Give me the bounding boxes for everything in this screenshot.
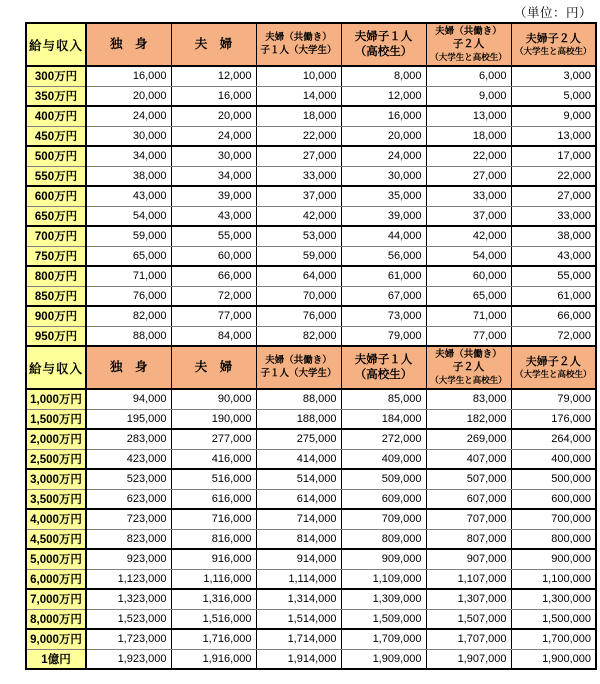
salary-label: 550万円 bbox=[26, 166, 86, 186]
value-cell: 44,000 bbox=[341, 226, 426, 246]
value-cell: 9,000 bbox=[511, 106, 596, 126]
value-cell: 6,000 bbox=[426, 66, 511, 86]
value-cell: 22,000 bbox=[511, 166, 596, 186]
value-cell: 523,000 bbox=[86, 469, 171, 489]
value-cell: 38,000 bbox=[86, 166, 171, 186]
column-header-line: 夫婦子１人 bbox=[354, 353, 413, 366]
value-cell: 16,000 bbox=[86, 66, 171, 86]
salary-label: 400万円 bbox=[26, 106, 86, 126]
value-cell: 55,000 bbox=[171, 226, 256, 246]
value-cell: 923,000 bbox=[86, 549, 171, 569]
income-column-header: 給与収入 bbox=[26, 346, 86, 389]
table-row bbox=[26, 449, 596, 469]
column-header-line: （高校生） bbox=[354, 45, 413, 58]
value-cell: 1,514,000 bbox=[256, 609, 341, 629]
column-header-line: 夫婦子２人 bbox=[525, 32, 581, 45]
value-cell: 30,000 bbox=[341, 166, 426, 186]
value-cell: 79,000 bbox=[511, 389, 596, 409]
value-cell: 24,000 bbox=[86, 106, 171, 126]
value-cell: 71,000 bbox=[426, 306, 511, 326]
table-row bbox=[26, 589, 596, 609]
value-cell: 39,000 bbox=[171, 186, 256, 206]
table-row bbox=[26, 409, 596, 429]
column-header-line: （大学生と高校生） bbox=[430, 374, 507, 385]
value-cell: 33,000 bbox=[511, 206, 596, 226]
salary-label: 800万円 bbox=[26, 266, 86, 286]
value-cell: 60,000 bbox=[171, 246, 256, 266]
value-cell: 1,114,000 bbox=[256, 569, 341, 589]
value-cell: 275,000 bbox=[256, 429, 341, 449]
value-cell: 70,000 bbox=[256, 286, 341, 306]
value-cell: 716,000 bbox=[171, 509, 256, 529]
value-cell: 1,723,000 bbox=[86, 629, 171, 649]
value-cell: 14,000 bbox=[256, 86, 341, 106]
column-header bbox=[426, 346, 511, 389]
value-cell: 907,000 bbox=[426, 549, 511, 569]
value-cell: 27,000 bbox=[426, 166, 511, 186]
salary-label: 7,000万円 bbox=[26, 589, 86, 609]
value-cell: 37,000 bbox=[426, 206, 511, 226]
value-cell: 53,000 bbox=[256, 226, 341, 246]
value-cell: 723,000 bbox=[86, 509, 171, 529]
header-row-section-2 bbox=[26, 346, 596, 389]
value-cell: 1,709,000 bbox=[341, 629, 426, 649]
value-cell: 90,000 bbox=[171, 389, 256, 409]
column-header-line: 子２人 bbox=[452, 361, 485, 374]
value-cell: 13,000 bbox=[511, 126, 596, 146]
salary-label: 750万円 bbox=[26, 246, 86, 266]
table-row bbox=[26, 186, 596, 206]
value-cell: 423,000 bbox=[86, 449, 171, 469]
table-row bbox=[26, 509, 596, 529]
value-cell: 1,507,000 bbox=[426, 609, 511, 629]
value-cell: 27,000 bbox=[256, 146, 341, 166]
value-cell: 909,000 bbox=[341, 549, 426, 569]
table-row bbox=[26, 326, 596, 346]
salary-label: 450万円 bbox=[26, 126, 86, 146]
value-cell: 816,000 bbox=[171, 529, 256, 549]
value-cell: 1,100,000 bbox=[511, 569, 596, 589]
value-cell: 707,000 bbox=[426, 509, 511, 529]
table-row bbox=[26, 569, 596, 589]
value-cell: 60,000 bbox=[426, 266, 511, 286]
value-cell: 614,000 bbox=[256, 489, 341, 509]
value-cell: 76,000 bbox=[86, 286, 171, 306]
table-row bbox=[26, 166, 596, 186]
value-cell: 37,000 bbox=[256, 186, 341, 206]
value-cell: 1,923,000 bbox=[86, 649, 171, 669]
value-cell: 12,000 bbox=[341, 86, 426, 106]
table-row bbox=[26, 609, 596, 629]
value-cell: 77,000 bbox=[426, 326, 511, 346]
value-cell: 400,000 bbox=[511, 449, 596, 469]
salary-label: 1,000万円 bbox=[26, 389, 86, 409]
value-cell: 42,000 bbox=[426, 226, 511, 246]
value-cell: 67,000 bbox=[341, 286, 426, 306]
value-cell: 269,000 bbox=[426, 429, 511, 449]
table-row bbox=[26, 226, 596, 246]
value-cell: 42,000 bbox=[256, 206, 341, 226]
salary-label: 8,000万円 bbox=[26, 609, 86, 629]
column-header-line: 夫婦（共働き） bbox=[435, 25, 502, 37]
value-cell: 24,000 bbox=[341, 146, 426, 166]
table-row bbox=[26, 389, 596, 409]
value-cell: 609,000 bbox=[341, 489, 426, 509]
table-row bbox=[26, 529, 596, 549]
value-cell: 10,000 bbox=[256, 66, 341, 86]
table-row bbox=[26, 306, 596, 326]
salary-label: 2,500万円 bbox=[26, 449, 86, 469]
value-cell: 20,000 bbox=[86, 86, 171, 106]
column-header bbox=[426, 23, 511, 66]
value-cell: 66,000 bbox=[511, 306, 596, 326]
salary-label: 4,500万円 bbox=[26, 529, 86, 549]
value-cell: 814,000 bbox=[256, 529, 341, 549]
value-cell: 61,000 bbox=[511, 286, 596, 306]
value-cell: 1,316,000 bbox=[171, 589, 256, 609]
value-cell: 709,000 bbox=[341, 509, 426, 529]
column-header bbox=[256, 23, 341, 66]
value-cell: 409,000 bbox=[341, 449, 426, 469]
column-header-line: 子１人（大学生） bbox=[260, 44, 337, 56]
value-cell: 800,000 bbox=[511, 529, 596, 549]
table-row bbox=[26, 86, 596, 106]
value-cell: 22,000 bbox=[426, 146, 511, 166]
value-cell: 33,000 bbox=[426, 186, 511, 206]
value-cell: 17,000 bbox=[511, 146, 596, 166]
units-note: （単位：円） bbox=[513, 6, 592, 20]
value-cell: 12,000 bbox=[171, 66, 256, 86]
table-row bbox=[26, 66, 596, 86]
value-cell: 700,000 bbox=[511, 509, 596, 529]
value-cell: 72,000 bbox=[511, 326, 596, 346]
value-cell: 85,000 bbox=[341, 389, 426, 409]
value-cell: 507,000 bbox=[426, 469, 511, 489]
column-header bbox=[511, 23, 596, 66]
table-row bbox=[26, 106, 596, 126]
value-cell: 88,000 bbox=[86, 326, 171, 346]
salary-label: 350万円 bbox=[26, 86, 86, 106]
value-cell: 184,000 bbox=[341, 409, 426, 429]
value-cell: 73,000 bbox=[341, 306, 426, 326]
salary-label: 500万円 bbox=[26, 146, 86, 166]
salary-label: 650万円 bbox=[26, 206, 86, 226]
table-row bbox=[26, 206, 596, 226]
value-cell: 1,314,000 bbox=[256, 589, 341, 609]
salary-label: 6,000万円 bbox=[26, 569, 86, 589]
value-cell: 500,000 bbox=[511, 469, 596, 489]
value-cell: 27,000 bbox=[511, 186, 596, 206]
value-cell: 9,000 bbox=[426, 86, 511, 106]
column-header bbox=[341, 346, 426, 389]
column-header bbox=[511, 346, 596, 389]
column-header-line: （大学生と高校生） bbox=[430, 51, 507, 62]
value-cell: 914,000 bbox=[256, 549, 341, 569]
salary-label: 1,500万円 bbox=[26, 409, 86, 429]
value-cell: 623,000 bbox=[86, 489, 171, 509]
value-cell: 616,000 bbox=[171, 489, 256, 509]
value-cell: 182,000 bbox=[426, 409, 511, 429]
value-cell: 1,907,000 bbox=[426, 649, 511, 669]
value-cell: 43,000 bbox=[171, 206, 256, 226]
value-cell: 823,000 bbox=[86, 529, 171, 549]
value-cell: 1,900,000 bbox=[511, 649, 596, 669]
value-cell: 1,509,000 bbox=[341, 609, 426, 629]
column-header bbox=[171, 346, 256, 389]
value-cell: 88,000 bbox=[256, 389, 341, 409]
value-cell: 30,000 bbox=[171, 146, 256, 166]
value-cell: 1,323,000 bbox=[86, 589, 171, 609]
value-cell: 176,000 bbox=[511, 409, 596, 429]
value-cell: 916,000 bbox=[171, 549, 256, 569]
column-header bbox=[86, 23, 171, 66]
column-header-line: 独 身 bbox=[109, 360, 148, 375]
value-cell: 18,000 bbox=[256, 106, 341, 126]
salary-label: 2,000万円 bbox=[26, 429, 86, 449]
value-cell: 83,000 bbox=[426, 389, 511, 409]
table-row bbox=[26, 649, 596, 669]
column-header-line: 夫 婦 bbox=[194, 37, 233, 52]
value-cell: 8,000 bbox=[341, 66, 426, 86]
value-cell: 76,000 bbox=[256, 306, 341, 326]
value-cell: 1,116,000 bbox=[171, 569, 256, 589]
value-cell: 1,707,000 bbox=[426, 629, 511, 649]
value-cell: 64,000 bbox=[256, 266, 341, 286]
value-cell: 38,000 bbox=[511, 226, 596, 246]
value-cell: 66,000 bbox=[171, 266, 256, 286]
value-cell: 1,914,000 bbox=[256, 649, 341, 669]
value-cell: 56,000 bbox=[341, 246, 426, 266]
table-row bbox=[26, 286, 596, 306]
value-cell: 1,700,000 bbox=[511, 629, 596, 649]
value-cell: 5,000 bbox=[511, 86, 596, 106]
value-cell: 72,000 bbox=[171, 286, 256, 306]
column-header-line: 夫 婦 bbox=[194, 360, 233, 375]
salary-label: 900万円 bbox=[26, 306, 86, 326]
value-cell: 516,000 bbox=[171, 469, 256, 489]
value-cell: 82,000 bbox=[86, 306, 171, 326]
value-cell: 24,000 bbox=[171, 126, 256, 146]
value-cell: 59,000 bbox=[86, 226, 171, 246]
value-cell: 79,000 bbox=[341, 326, 426, 346]
value-cell: 514,000 bbox=[256, 469, 341, 489]
table-row bbox=[26, 126, 596, 146]
income-column-header: 給与収入 bbox=[26, 23, 86, 66]
column-header-line: 夫婦（共働き） bbox=[265, 355, 332, 367]
value-cell: 55,000 bbox=[511, 266, 596, 286]
value-cell: 61,000 bbox=[341, 266, 426, 286]
value-cell: 1,909,000 bbox=[341, 649, 426, 669]
column-header-line: 子２人 bbox=[452, 38, 485, 51]
value-cell: 16,000 bbox=[171, 86, 256, 106]
value-cell: 3,000 bbox=[511, 66, 596, 86]
table-row bbox=[26, 246, 596, 266]
value-cell: 43,000 bbox=[511, 246, 596, 266]
value-cell: 414,000 bbox=[256, 449, 341, 469]
value-cell: 188,000 bbox=[256, 409, 341, 429]
value-cell: 1,716,000 bbox=[171, 629, 256, 649]
salary-label: 1億円 bbox=[26, 649, 86, 669]
value-cell: 283,000 bbox=[86, 429, 171, 449]
value-cell: 1,309,000 bbox=[341, 589, 426, 609]
table-row bbox=[26, 629, 596, 649]
column-header-line: 独 身 bbox=[109, 37, 148, 52]
value-cell: 82,000 bbox=[256, 326, 341, 346]
value-cell: 264,000 bbox=[511, 429, 596, 449]
column-header-line: （大学生と高校生） bbox=[514, 46, 592, 57]
table-row bbox=[26, 146, 596, 166]
value-cell: 94,000 bbox=[86, 389, 171, 409]
header-row-section-1 bbox=[26, 23, 596, 66]
value-cell: 1,500,000 bbox=[511, 609, 596, 629]
value-cell: 18,000 bbox=[426, 126, 511, 146]
salary-label: 3,500万円 bbox=[26, 489, 86, 509]
value-cell: 65,000 bbox=[426, 286, 511, 306]
value-cell: 1,307,000 bbox=[426, 589, 511, 609]
value-cell: 1,109,000 bbox=[341, 569, 426, 589]
column-header-line: 夫婦（共働き） bbox=[435, 348, 502, 360]
column-header-line: （大学生と高校生） bbox=[514, 369, 592, 380]
value-cell: 30,000 bbox=[86, 126, 171, 146]
value-cell: 807,000 bbox=[426, 529, 511, 549]
value-cell: 43,000 bbox=[86, 186, 171, 206]
salary-label: 4,000万円 bbox=[26, 509, 86, 529]
column-header bbox=[171, 23, 256, 66]
table-row bbox=[26, 429, 596, 449]
value-cell: 65,000 bbox=[86, 246, 171, 266]
value-cell: 22,000 bbox=[256, 126, 341, 146]
value-cell: 1,107,000 bbox=[426, 569, 511, 589]
value-cell: 1,123,000 bbox=[86, 569, 171, 589]
value-cell: 54,000 bbox=[426, 246, 511, 266]
salary-label: 700万円 bbox=[26, 226, 86, 246]
value-cell: 607,000 bbox=[426, 489, 511, 509]
table-row bbox=[26, 549, 596, 569]
value-cell: 34,000 bbox=[86, 146, 171, 166]
value-cell: 35,000 bbox=[341, 186, 426, 206]
value-cell: 59,000 bbox=[256, 246, 341, 266]
value-cell: 77,000 bbox=[171, 306, 256, 326]
value-cell: 416,000 bbox=[171, 449, 256, 469]
column-header-line: （高校生） bbox=[354, 368, 413, 381]
salary-label: 850万円 bbox=[26, 286, 86, 306]
value-cell: 714,000 bbox=[256, 509, 341, 529]
value-cell: 1,714,000 bbox=[256, 629, 341, 649]
value-cell: 33,000 bbox=[256, 166, 341, 186]
value-cell: 71,000 bbox=[86, 266, 171, 286]
value-cell: 39,000 bbox=[341, 206, 426, 226]
column-header bbox=[341, 23, 426, 66]
column-header bbox=[86, 346, 171, 389]
table-row bbox=[26, 469, 596, 489]
salary-label: 3,000万円 bbox=[26, 469, 86, 489]
salary-label: 9,000万円 bbox=[26, 629, 86, 649]
value-cell: 16,000 bbox=[341, 106, 426, 126]
value-cell: 407,000 bbox=[426, 449, 511, 469]
column-header-line: 夫婦（共働き） bbox=[265, 32, 332, 44]
value-cell: 190,000 bbox=[171, 409, 256, 429]
value-cell: 54,000 bbox=[86, 206, 171, 226]
salary-label: 950万円 bbox=[26, 326, 86, 346]
value-cell: 1,916,000 bbox=[171, 649, 256, 669]
salary-label: 600万円 bbox=[26, 186, 86, 206]
value-cell: 1,300,000 bbox=[511, 589, 596, 609]
value-cell: 20,000 bbox=[171, 106, 256, 126]
value-cell: 1,516,000 bbox=[171, 609, 256, 629]
table-row bbox=[26, 489, 596, 509]
column-header-line: 夫婦子１人 bbox=[354, 30, 413, 43]
value-cell: 1,523,000 bbox=[86, 609, 171, 629]
column-header-line: 子１人（大学生） bbox=[260, 367, 337, 379]
value-cell: 600,000 bbox=[511, 489, 596, 509]
value-cell: 84,000 bbox=[171, 326, 256, 346]
value-cell: 277,000 bbox=[171, 429, 256, 449]
column-header bbox=[256, 346, 341, 389]
value-cell: 509,000 bbox=[341, 469, 426, 489]
value-cell: 809,000 bbox=[341, 529, 426, 549]
salary-label: 5,000万円 bbox=[26, 549, 86, 569]
value-cell: 20,000 bbox=[341, 126, 426, 146]
value-cell: 13,000 bbox=[426, 106, 511, 126]
value-cell: 34,000 bbox=[171, 166, 256, 186]
value-cell: 272,000 bbox=[341, 429, 426, 449]
value-cell: 900,000 bbox=[511, 549, 596, 569]
salary-label: 300万円 bbox=[26, 66, 86, 86]
value-cell: 195,000 bbox=[86, 409, 171, 429]
column-header-line: 夫婦子２人 bbox=[525, 355, 581, 368]
salary-deduction-table bbox=[25, 22, 597, 670]
table-row bbox=[26, 266, 596, 286]
